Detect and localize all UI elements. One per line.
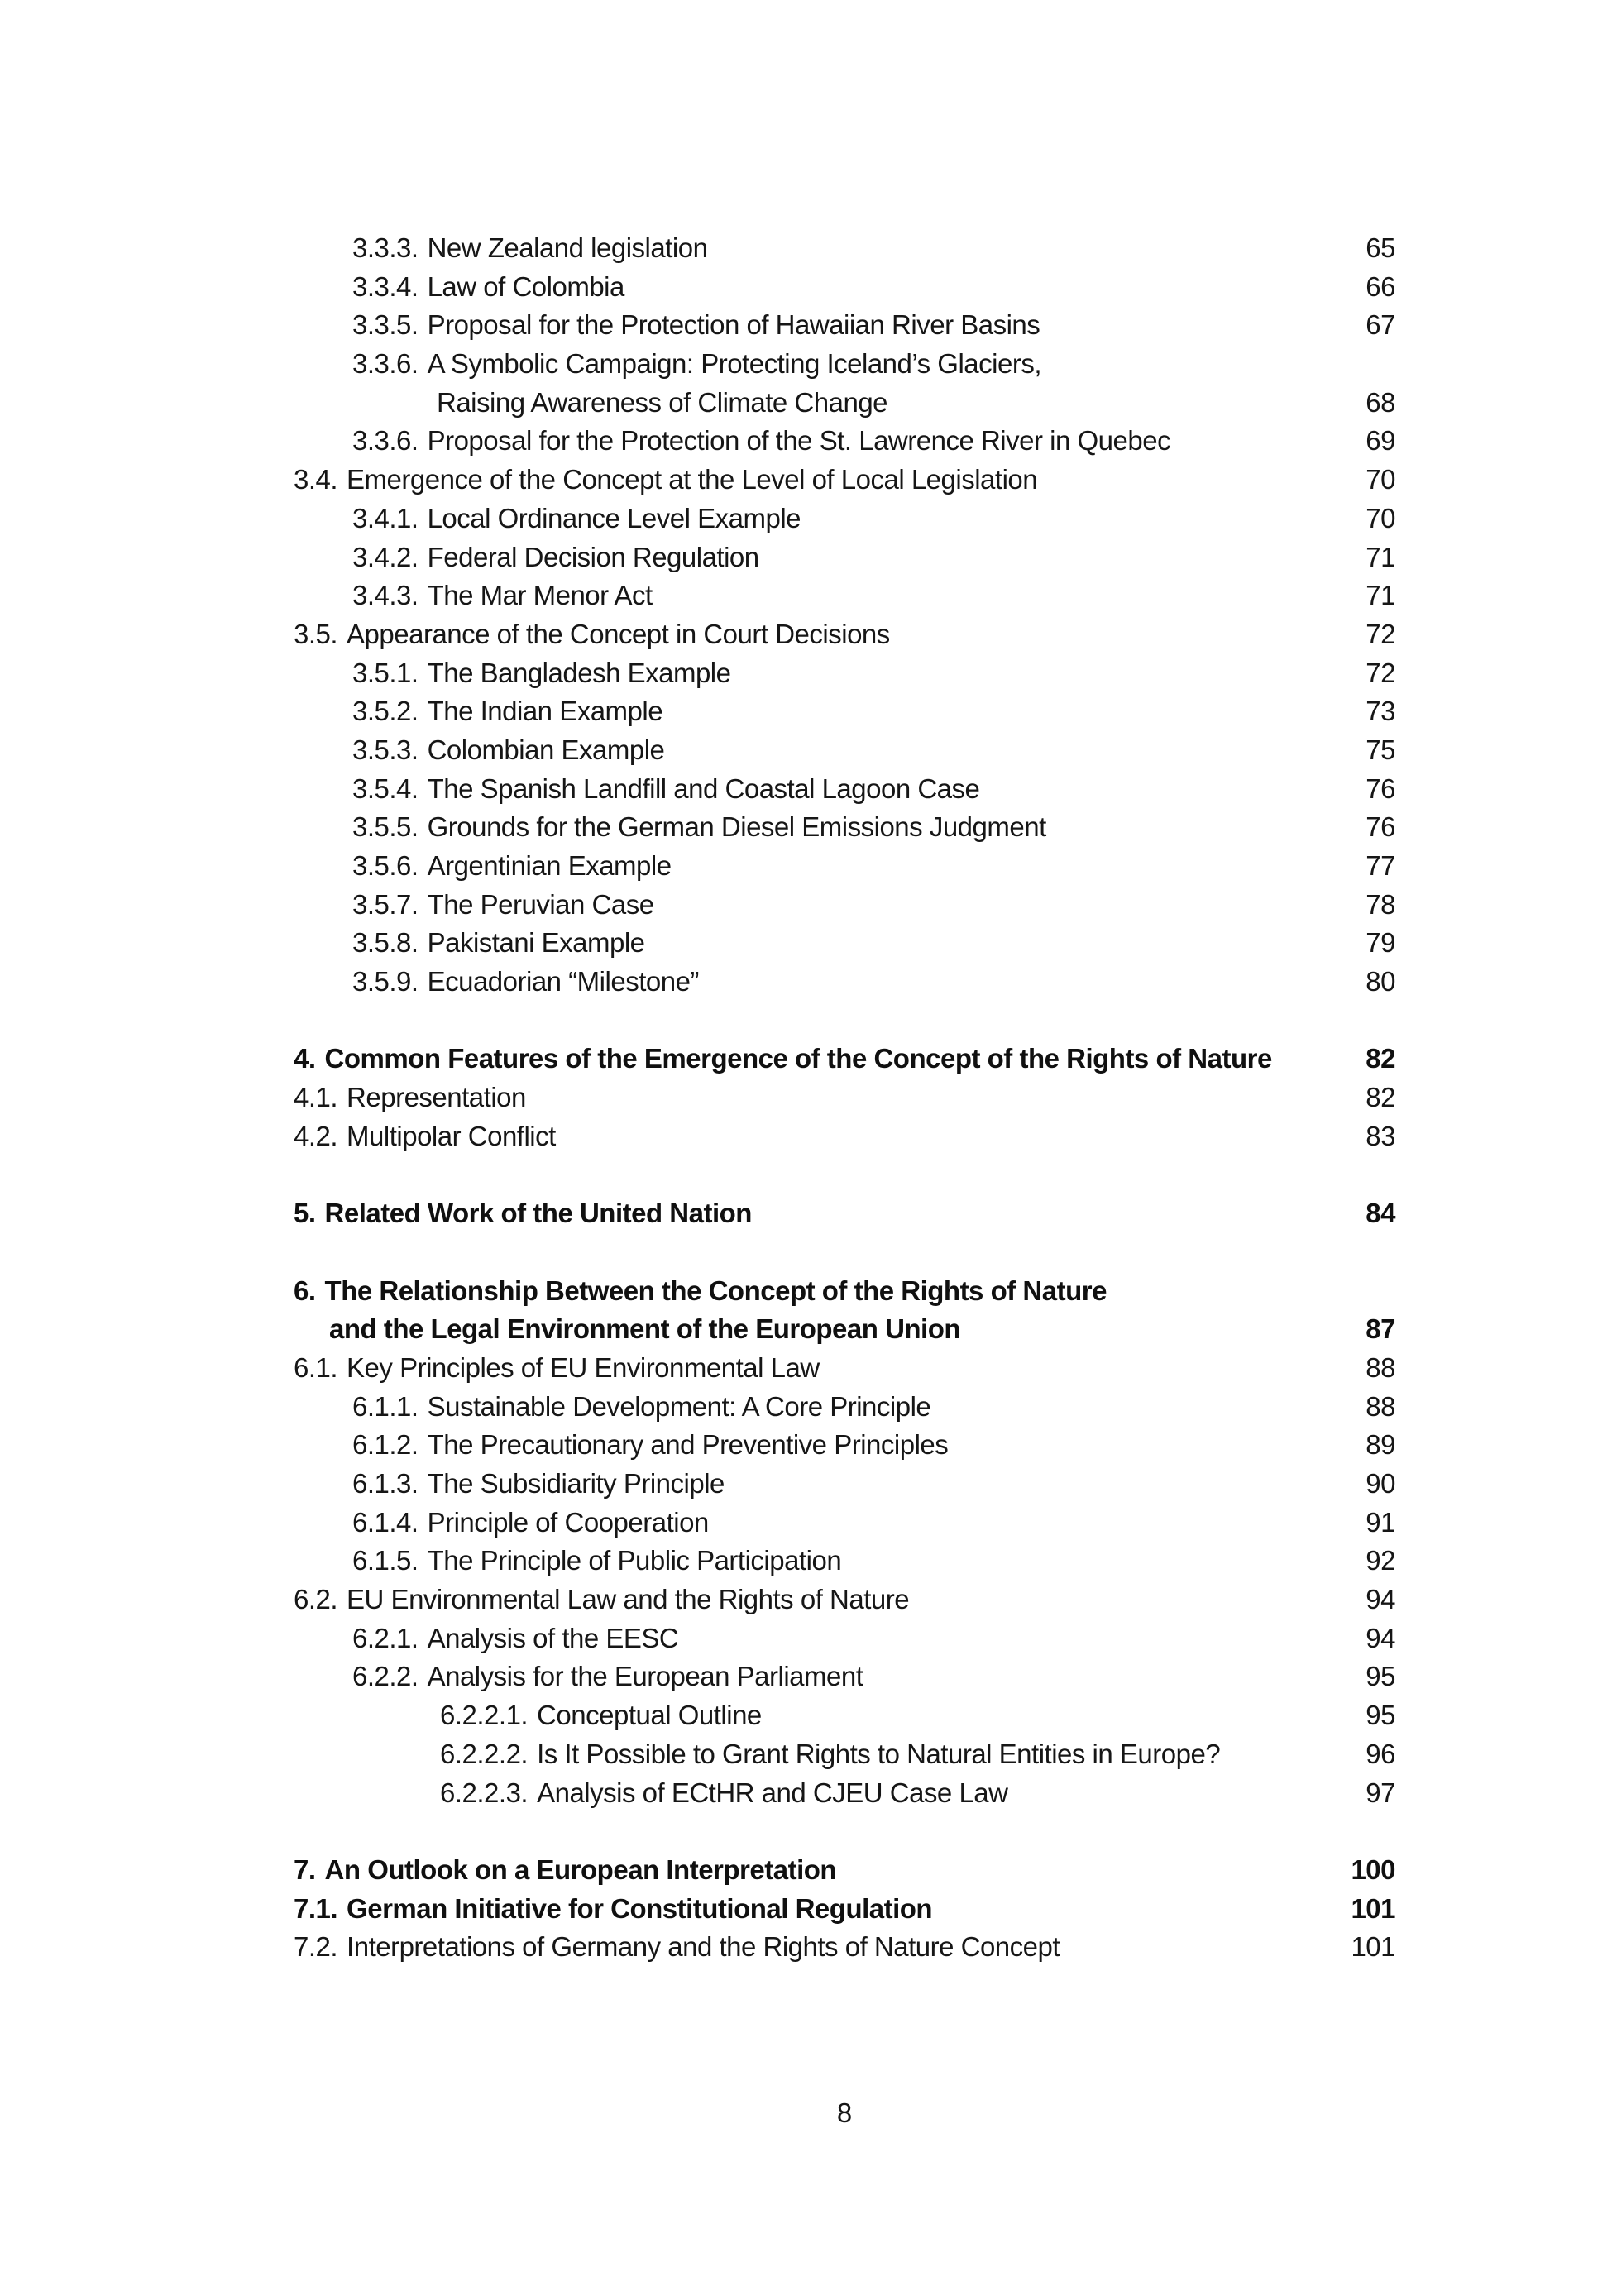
toc-entry-title: The Indian Example <box>427 696 663 727</box>
toc-entry-page: 83 <box>1366 1120 1395 1151</box>
toc-entry-title: The Principle of Public Participation <box>427 1545 842 1576</box>
toc-entry-page: 65 <box>1366 232 1395 263</box>
toc-entry <box>294 808 1395 847</box>
toc-entry-page: 72 <box>1366 657 1395 688</box>
toc-entry-title: Proposal for the Protection of the St. Lawrence River in Quebec <box>427 425 1171 457</box>
toc-entry-title: Proposal for the Protection of Hawaiian River Basins <box>427 309 1040 341</box>
toc-entry-label <box>294 461 1321 500</box>
toc-entry-label <box>352 692 1321 731</box>
toc-spacer <box>294 1002 1395 1040</box>
toc-entry <box>294 1310 1395 1349</box>
toc-entry-number: 6.2.2.1. <box>440 1700 529 1731</box>
toc-entry <box>294 692 1395 731</box>
toc-entry-label <box>440 1774 1321 1813</box>
toc-entry-page: 66 <box>1366 270 1395 302</box>
toc-entry-page: 68 <box>1366 386 1395 418</box>
toc-entry-number: 6.2. <box>294 1584 338 1615</box>
toc-entry-number: 5. <box>294 1198 316 1229</box>
toc-entry-title: Grounds for the German Diesel Emissions Judgment <box>427 811 1046 843</box>
toc-entry <box>294 1504 1395 1543</box>
toc-entry-title: German Initiative for Constitutional Regulation <box>347 1892 933 1924</box>
toc-entry-page: 87 <box>1366 1313 1395 1345</box>
toc-entry-title: An Outlook on a European Interpretation <box>324 1854 837 1885</box>
toc-entry-title: Ecuadorian “Milestone” <box>427 966 699 997</box>
toc-entry <box>294 1426 1395 1465</box>
toc-entry-title: Key Principles of EU Environmental Law <box>347 1351 820 1383</box>
toc-entry-title: Federal Decision Regulation <box>427 541 759 572</box>
toc-entry-page: 79 <box>1366 927 1395 959</box>
toc-entry-title: The Peruvian Case <box>427 888 654 920</box>
toc-entry-number: 3.5.9. <box>352 966 419 997</box>
toc-entry-label <box>329 1310 1321 1349</box>
toc-entry-page: 88 <box>1366 1351 1395 1383</box>
toc-entry-number: 7.1. <box>294 1892 338 1924</box>
toc-entry-number: 6.1.4. <box>352 1506 419 1538</box>
toc-entry-label <box>440 1735 1321 1774</box>
toc-entry <box>294 1079 1395 1117</box>
toc-entry-page: 88 <box>1366 1390 1395 1422</box>
toc-spacer <box>294 1812 1395 1851</box>
toc-entry <box>294 345 1395 384</box>
toc-entry-title: Pakistani Example <box>427 927 645 959</box>
toc-entry-title: Multipolar Conflict <box>347 1120 556 1151</box>
toc-entry-page: 94 <box>1366 1622 1395 1653</box>
toc-entry-number: 3.5.8. <box>352 927 419 959</box>
toc-entry-title: Raising Awareness of Climate Change <box>437 386 888 418</box>
toc-entry <box>294 1349 1395 1388</box>
toc-entry-page: 76 <box>1366 773 1395 804</box>
toc-entry-title: The Mar Menor Act <box>427 580 653 611</box>
toc-entry <box>294 847 1395 886</box>
toc-entry-title: Law of Colombia <box>427 270 624 302</box>
toc-entry-number: 6.2.2.3. <box>440 1777 529 1808</box>
toc-entry-title: A Symbolic Campaign: Protecting Iceland’s Glaciers, <box>427 348 1041 380</box>
toc-entry <box>294 1465 1395 1504</box>
toc-entry-page: 78 <box>1366 888 1395 920</box>
toc-entry-number: 3.5.2. <box>352 696 419 727</box>
toc-entry-title: Analysis for the European Parliament <box>427 1661 863 1692</box>
toc-entry-page: 67 <box>1366 309 1395 341</box>
toc-entry-page: 100 <box>1351 1854 1395 1885</box>
toc-entry-label <box>352 1542 1321 1581</box>
toc-entry <box>294 963 1395 1002</box>
toc-entry-label <box>352 731 1321 770</box>
toc-entry-label <box>352 1657 1321 1696</box>
toc-entry-title: Is It Possible to Grant Rights to Natural Entities in Europe? <box>537 1738 1221 1769</box>
toc-entry-label <box>294 1890 1321 1929</box>
toc-entry-title: New Zealand legislation <box>427 232 708 263</box>
toc-entry-label <box>352 654 1321 693</box>
toc-entry-number: 3.3.4. <box>352 270 419 302</box>
toc-entry-page: 76 <box>1366 811 1395 843</box>
toc-entry-title: The Precautionary and Preventive Principles <box>427 1429 949 1461</box>
toc-entry <box>294 1542 1395 1581</box>
toc-entry-number: 3.5.5. <box>352 811 419 843</box>
toc-entry-title: Analysis of the EESC <box>427 1622 679 1653</box>
toc-entry-number: 4. <box>294 1043 316 1074</box>
toc-entry-title: The Relationship Between the Concept of the Rights of Nature <box>324 1275 1107 1306</box>
toc-entry-number: 7. <box>294 1854 316 1885</box>
toc-entry-label <box>352 306 1321 345</box>
toc-entry <box>294 1040 1395 1079</box>
toc-entry-number: 6.1.2. <box>352 1429 419 1461</box>
toc-entry-title: The Subsidiarity Principle <box>427 1468 725 1499</box>
toc-entry-label <box>352 770 1321 809</box>
toc-entry-label <box>440 1696 1321 1735</box>
toc-entry-page: 70 <box>1366 464 1395 495</box>
toc-entry-page: 80 <box>1366 966 1395 997</box>
toc-entry-number: 3.5.7. <box>352 888 419 920</box>
toc-entry <box>294 924 1395 963</box>
toc-entry-label <box>352 808 1321 847</box>
toc-entry <box>294 1890 1395 1929</box>
toc-entry-number: 3.3.3. <box>352 232 419 263</box>
toc-spacer <box>294 1156 1395 1195</box>
toc-entry-title: The Spanish Landfill and Coastal Lagoon Case <box>427 773 980 804</box>
toc-entry-page: 77 <box>1366 850 1395 881</box>
toc-entry-number: 3.5. <box>294 618 338 649</box>
toc-entry-number: 6.2.1. <box>352 1622 419 1653</box>
toc-entry-label <box>294 1040 1321 1079</box>
toc-entry-number: 3.5.1. <box>352 657 419 688</box>
toc-entry-page: 90 <box>1366 1468 1395 1499</box>
toc-entry-number: 3.4.1. <box>352 502 419 533</box>
toc-entry-title: Related Work of the United Nation <box>324 1198 752 1229</box>
toc-entry-page: 73 <box>1366 696 1395 727</box>
toc-entry-number: 4.1. <box>294 1082 338 1113</box>
toc-entry-label <box>352 500 1321 538</box>
toc-entry <box>294 576 1395 615</box>
toc-entry-page: 72 <box>1366 618 1395 649</box>
toc-entry-number: 3.3.6. <box>352 425 419 457</box>
toc-entry-label <box>294 1928 1321 1967</box>
table-of-contents <box>294 229 1395 1967</box>
toc-entry <box>294 731 1395 770</box>
toc-entry <box>294 886 1395 925</box>
toc-entry-label <box>294 1581 1321 1619</box>
toc-entry-number: 6.1.1. <box>352 1390 419 1422</box>
toc-entry-label <box>352 229 1321 268</box>
toc-entry-title: EU Environmental Law and the Rights of Nature <box>347 1584 910 1615</box>
toc-entry <box>294 615 1395 654</box>
toc-entry-label <box>294 1194 1321 1233</box>
toc-entry <box>294 1272 1395 1311</box>
toc-entry-page: 101 <box>1351 1892 1395 1924</box>
toc-entry-label <box>352 1465 1321 1504</box>
toc-entry-label <box>352 422 1321 461</box>
toc-entry-page: 82 <box>1366 1082 1395 1113</box>
toc-entry-number: 3.4.3. <box>352 580 419 611</box>
toc-entry <box>294 1194 1395 1233</box>
toc-entry-number: 3.3.6. <box>352 348 419 380</box>
toc-entry-label <box>352 268 1321 307</box>
toc-entry-label <box>352 1504 1321 1543</box>
toc-entry <box>294 1117 1395 1156</box>
toc-entry-title: Analysis of ECtHR and CJEU Case Law <box>537 1777 1008 1808</box>
toc-entry-label <box>294 1117 1321 1156</box>
toc-entry-number: 6. <box>294 1275 316 1306</box>
toc-entry-label <box>352 1619 1321 1658</box>
toc-entry-title: Conceptual Outline <box>537 1700 762 1731</box>
toc-entry-title: Argentinian Example <box>427 850 672 881</box>
toc-entry <box>294 1928 1395 1967</box>
toc-entry-label <box>294 615 1321 654</box>
toc-entry <box>294 1851 1395 1890</box>
toc-entry-page: 95 <box>1366 1700 1395 1731</box>
toc-entry-label <box>294 1079 1321 1117</box>
toc-entry-page: 95 <box>1366 1661 1395 1692</box>
toc-entry-page: 70 <box>1366 502 1395 533</box>
toc-entry-label <box>352 576 1321 615</box>
toc-entry-label <box>294 1851 1321 1890</box>
toc-entry-number: 6.1.5. <box>352 1545 419 1576</box>
toc-entry-number: 3.3.5. <box>352 309 419 341</box>
toc-entry <box>294 770 1395 809</box>
toc-entry-title: Colombian Example <box>427 734 665 765</box>
toc-entry-page: 91 <box>1366 1506 1395 1538</box>
toc-entry-page: 69 <box>1366 425 1395 457</box>
toc-entry-title: and the Legal Environment of the European Union <box>329 1313 961 1345</box>
toc-entry <box>294 1581 1395 1619</box>
toc-entry <box>294 538 1395 577</box>
toc-entry-page: 101 <box>1351 1931 1395 1963</box>
toc-entry-page: 82 <box>1366 1043 1395 1074</box>
toc-entry <box>294 422 1395 461</box>
toc-entry-label <box>352 345 1321 384</box>
toc-entry-title: Interpretations of Germany and the Rights of Nature Concept <box>347 1931 1060 1963</box>
toc-entry-number: 6.1.3. <box>352 1468 419 1499</box>
toc-entry-number: 4.2. <box>294 1120 338 1151</box>
toc-entry-number: 3.4. <box>294 464 338 495</box>
toc-entry <box>294 229 1395 268</box>
toc-entry-number: 3.5.3. <box>352 734 419 765</box>
toc-entry-title: Emergence of the Concept at the Level of Local Legislation <box>347 464 1038 495</box>
toc-entry <box>294 461 1395 500</box>
toc-entry-label <box>352 924 1321 963</box>
toc-entry-number: 6.1. <box>294 1351 338 1383</box>
toc-entry-page: 84 <box>1366 1198 1395 1229</box>
toc-entry <box>294 1388 1395 1427</box>
toc-entry <box>294 306 1395 345</box>
toc-entry-title: The Bangladesh Example <box>427 657 731 688</box>
toc-entry-page: 89 <box>1366 1429 1395 1461</box>
toc-entry-label <box>352 886 1321 925</box>
toc-entry-page: 92 <box>1366 1545 1395 1576</box>
toc-entry-number: 7.2. <box>294 1931 338 1963</box>
toc-entry-page: 97 <box>1366 1777 1395 1808</box>
toc-entry <box>294 1735 1395 1774</box>
toc-entry-label <box>352 1426 1321 1465</box>
toc-entry-title: Common Features of the Emergence of the Concept of the Rights of Nature <box>324 1043 1272 1074</box>
page-footer <box>294 2093 1395 2132</box>
toc-entry-label <box>352 538 1321 577</box>
toc-entry-page: 96 <box>1366 1738 1395 1769</box>
toc-entry-title: Representation <box>347 1082 526 1113</box>
toc-entry-label <box>352 963 1321 1002</box>
toc-entry <box>294 384 1395 423</box>
toc-entry-label <box>437 384 1321 423</box>
toc-entry-page: 75 <box>1366 734 1395 765</box>
toc-entry-page: 94 <box>1366 1584 1395 1615</box>
toc-entry <box>294 1696 1395 1735</box>
toc-entry-number: 3.5.4. <box>352 773 419 804</box>
toc-entry-number: 3.5.6. <box>352 850 419 881</box>
toc-entry <box>294 500 1395 538</box>
toc-entry-label <box>352 1388 1321 1427</box>
toc-entry <box>294 268 1395 307</box>
toc-entry <box>294 1657 1395 1696</box>
toc-entry-title: Local Ordinance Level Example <box>427 502 801 533</box>
toc-entry-title: Appearance of the Concept in Court Decisions <box>347 618 890 649</box>
toc-entry <box>294 1774 1395 1813</box>
toc-entry-number: 3.4.2. <box>352 541 419 572</box>
toc-entry-number: 6.2.2.2. <box>440 1738 529 1769</box>
toc-spacer <box>294 1233 1395 1272</box>
toc-entry <box>294 654 1395 693</box>
toc-entry-page: 71 <box>1366 580 1395 611</box>
toc-entry-title: Principle of Cooperation <box>427 1506 709 1538</box>
toc-entry-number: 6.2.2. <box>352 1661 419 1692</box>
toc-entry-label <box>352 847 1321 886</box>
toc-entry-title: Sustainable Development: A Core Principle <box>427 1390 931 1422</box>
toc-entry <box>294 1619 1395 1658</box>
toc-entry-label <box>294 1272 1321 1311</box>
toc-entry-page: 71 <box>1366 541 1395 572</box>
folio-page-number: 8 <box>836 2097 853 2128</box>
toc-entry-label <box>294 1349 1321 1388</box>
